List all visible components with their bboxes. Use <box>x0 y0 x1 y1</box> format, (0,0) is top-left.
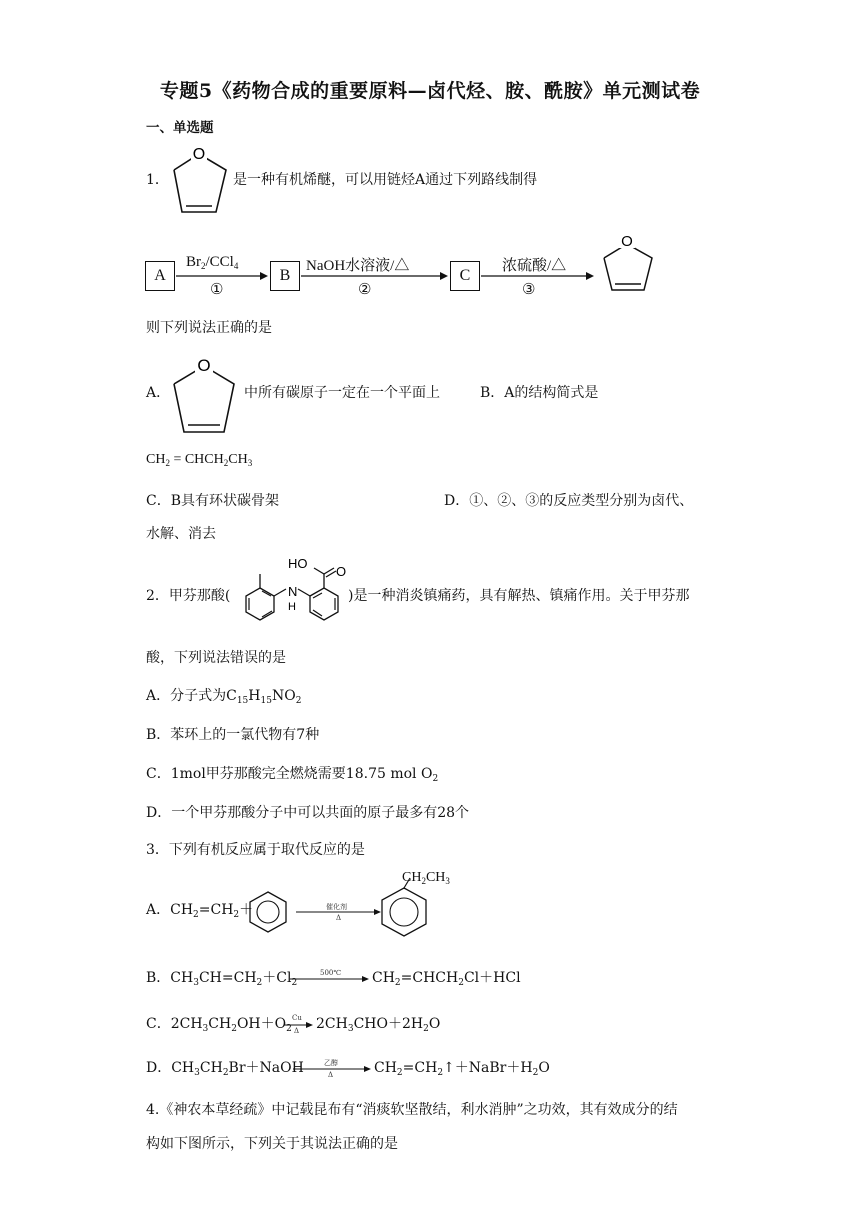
q2-option-a: A．分子式为$C_{15}H_{15}NO_2$ <box>146 688 302 706</box>
q1-option-a-label: A． <box>146 385 171 401</box>
q1-option-b: B．A的结构简式是 <box>480 385 599 401</box>
q2-stem-end: )是一种消炎镇痛药，具有解热、镇痛作用。关于甲芬那 <box>348 588 690 604</box>
q3-option-d-heat: Δ <box>328 1071 334 1079</box>
q1-option-b-formula: $CH_2$ = $CHCH_2CH_3$ <box>146 452 253 468</box>
q2-option-c: C．1mol甲芬那酸完全燃烧需要18.75 mol $O_2$ <box>146 766 439 784</box>
step1-reagent: $Br_2/CCl_4$ <box>186 254 239 271</box>
svg-text:O: O <box>197 356 211 375</box>
svg-text:HO: HO <box>288 556 308 571</box>
step2-number: ② <box>358 282 372 298</box>
route-box-a: A <box>145 261 175 291</box>
svg-text:O: O <box>192 146 206 163</box>
q1-option-d-continued: 水解、消去 <box>146 526 216 542</box>
page-title: 专题5《药物合成的重要原料—卤代烃、胺、酰胺》单元测试卷 <box>159 80 701 102</box>
q3-option-a-heat: Δ <box>336 914 342 922</box>
step1-number: ① <box>210 282 224 298</box>
q1-option-d: D．①、②、③的反应类型分别为卤代、 <box>444 493 694 509</box>
q3-option-c-catalyst: Cu <box>292 1014 302 1022</box>
q1-stem: 是一种有机烯醚，可以用链烃A通过下列路线制得 <box>233 172 538 188</box>
step2-reagent: NaOH水溶液/△ <box>306 258 410 274</box>
q1-option-a-text: 中所有碳原子一定在一个平面上 <box>244 385 440 401</box>
q3-option-c-right: $2CH_3CHO+2H_2O$ <box>316 1016 441 1034</box>
q3-option-a-product: $CH_2CH_3$ <box>402 870 450 886</box>
q1-option-c: C．B具有环状碳骨架 <box>146 493 279 509</box>
q3-option-c-heat: Δ <box>294 1027 300 1035</box>
q4-stem: 4.《神农本草经疏》中记载昆布有“消痰软坚散结，利水消肿”之功效，其有效成分的结 <box>146 1102 678 1118</box>
step3-number: ③ <box>522 282 536 298</box>
q3-option-d-left: D．$CH_3CH_2Br+NaOH$ <box>146 1060 304 1078</box>
q3-option-c-left: C．$2CH_3CH_2OH+O_2$ <box>146 1016 292 1034</box>
svg-text:H: H <box>288 601 296 613</box>
route-box-b: B <box>270 261 300 291</box>
q3-option-b-condition: 500℃ <box>320 969 342 977</box>
q4-stem-continued: 构如下图所示，下列关于其说法正确的是 <box>146 1136 398 1152</box>
q3-stem: 3．下列有机反应属于取代反应的是 <box>146 842 365 858</box>
q3-option-a-catalyst: 催化剂 <box>326 903 347 911</box>
q2-stem-continued: 酸，下列说法错误的是 <box>146 650 286 666</box>
q2-option-d: D．一个甲芬那酸分子中可以共面的原子最多有28个 <box>146 805 470 821</box>
q3-option-a: A．$CH_2=CH_2+$ <box>146 902 254 920</box>
q1-question: 则下列说法正确的是 <box>146 320 272 336</box>
q2-stem-start: 2．甲芬那酸( <box>146 588 231 604</box>
route-box-c: C <box>450 261 480 291</box>
q3-option-b-right: $CH_2=CHCH_2Cl+HCl$ <box>372 970 521 988</box>
q3-option-d-right: $CH_2=CH_2↑+NaBr+H_2O$ <box>374 1060 550 1078</box>
svg-text:O: O <box>621 233 633 250</box>
q1-number: 1． <box>146 172 169 188</box>
q3-option-b-left: B．$CH_3CH=CH_2+Cl_2$ <box>146 970 298 988</box>
section-heading-single-choice: 一、单选题 <box>146 120 214 136</box>
q3-option-d-catalyst: 乙醇 <box>324 1059 338 1067</box>
svg-text:N: N <box>288 584 298 599</box>
q2-option-b: B．苯环上的一氯代物有7种 <box>146 727 320 743</box>
svg-text:O: O <box>336 564 347 579</box>
step3-reagent: 浓硫酸/△ <box>502 258 567 274</box>
